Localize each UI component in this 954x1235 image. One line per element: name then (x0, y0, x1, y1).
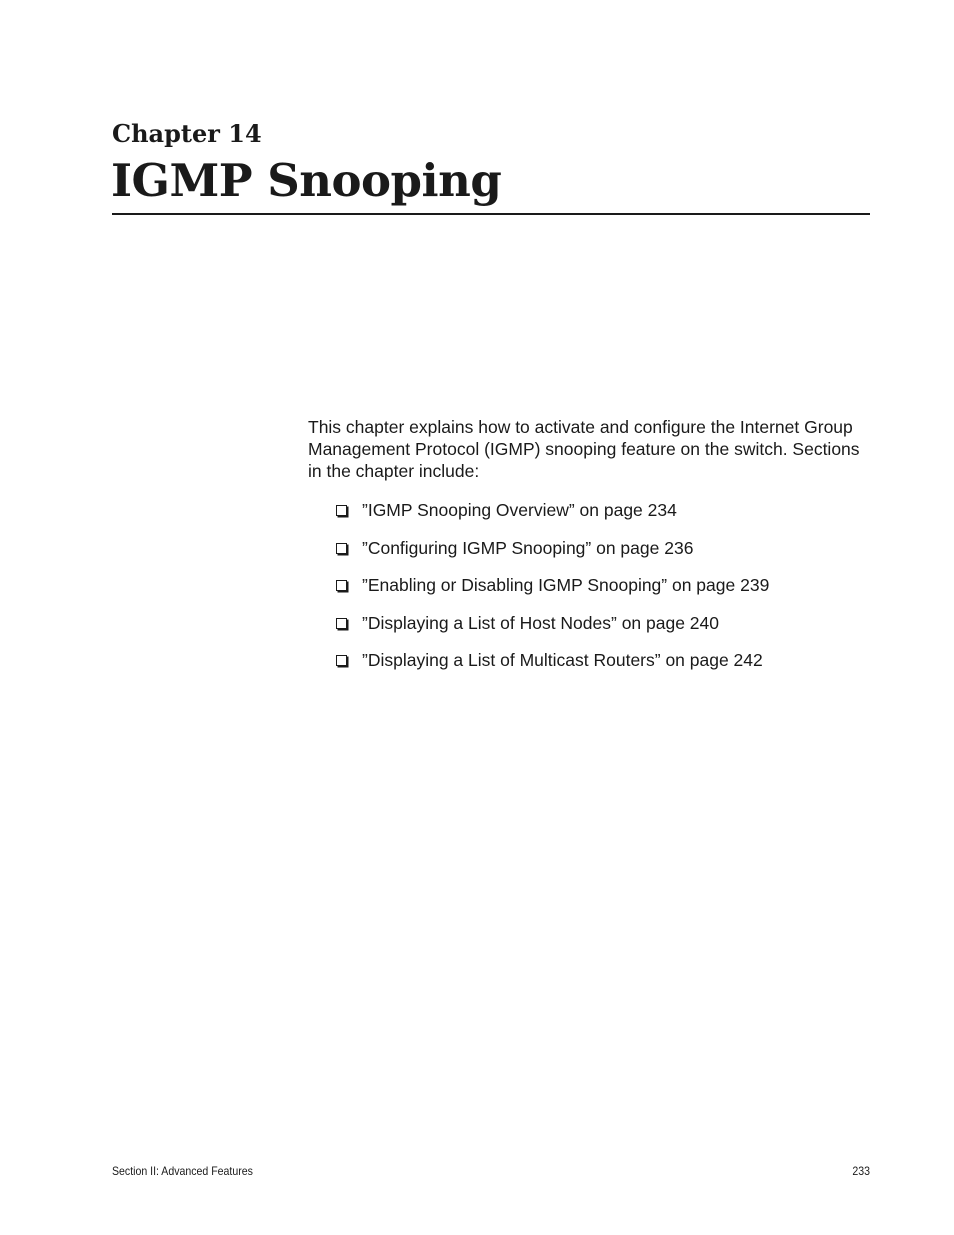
checkbox-icon (336, 505, 347, 516)
chapter-title: IGMP Snooping (111, 154, 502, 207)
checkbox-icon (336, 618, 347, 629)
intro-paragraph: This chapter explains how to activate and configure the Internet Group Management Protocol (IGMP) snooping feature on the switch. Sections in the chapter include: (308, 417, 860, 481)
list-item (336, 499, 769, 521)
checkbox-icon (336, 543, 347, 554)
section-link-enabling-disabling-igmp-snooping[interactable]: ”Enabling or Disabling IGMP Snooping” on page 239 (362, 575, 770, 595)
checkbox-icon (336, 655, 347, 666)
section-link-configuring-igmp-snooping[interactable]: ”Configuring IGMP Snooping” on page 236 (362, 537, 694, 558)
section-link-igmp-snooping-overview[interactable]: ”IGMP Snooping Overview” on page 234 (362, 500, 677, 520)
footer-page-number: 233 (852, 1164, 870, 1178)
checkbox-icon (336, 580, 347, 591)
section-link-multicast-routers[interactable]: ”Displaying a List of Multicast Routers” on page 242 (362, 650, 763, 670)
footer-section-label: Section II: Advanced Features (112, 1164, 253, 1178)
list-item (336, 574, 769, 596)
list-item (336, 612, 769, 634)
chapter-label: Chapter 14 (112, 119, 262, 148)
title-divider (112, 213, 870, 215)
list-item (336, 537, 769, 559)
section-link-host-nodes[interactable]: ”Displaying a List of Host Nodes” on page 240 (362, 612, 720, 633)
section-list (336, 499, 769, 687)
list-item (336, 649, 769, 671)
